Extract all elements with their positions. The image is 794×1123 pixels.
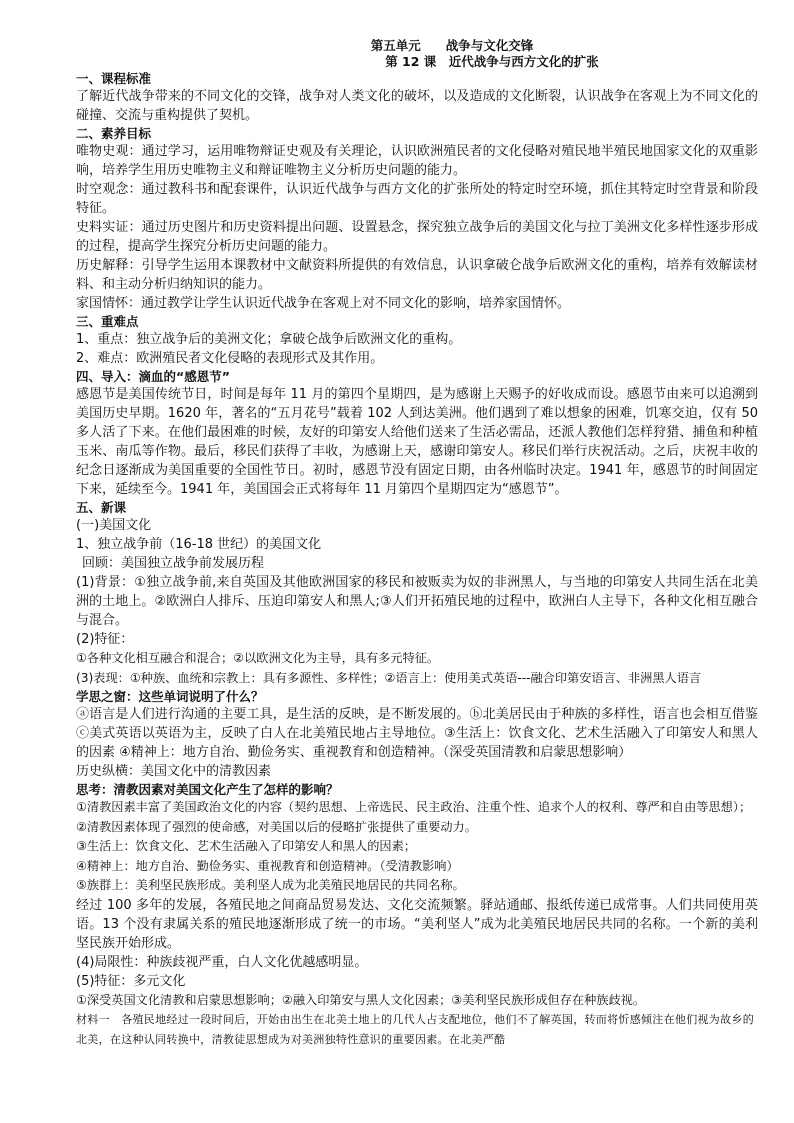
subheading-american-culture: (一)美国文化 xyxy=(76,518,152,533)
feature5-line: (5)特征：多元文化 xyxy=(76,973,186,989)
lesson-title: 第 12 课 近代战争与西方文化的扩张 xyxy=(385,54,599,69)
think-item-3: ③生活上：饮食文化、艺术生活融入了印第安人和黑人的因素； xyxy=(76,839,416,853)
goal-spacetime: 时空观念：通过教科书和配套课件，认识近代战争与西方文化的扩张所处的特定时空环境，抓住其特定时空背景和阶段特征。 xyxy=(76,182,758,216)
section-heading-new-lesson: 五、新课 xyxy=(76,500,127,515)
background-text: (1)背景：①独立战争前,来自英国及其他欧洲国家的移民和被贩卖为奴的非洲黑人，与当地的印第安人共同生活在北美洲的土地上。②欧洲白人排斥、压迫印第安人和黑人;③人们开拓殖民地的过程中，欧洲白人主导下，各种文化相互融合与混合。 xyxy=(76,575,758,628)
keypoint-focus: 1、重点：独立战争后的美洲文化；拿破仑战争后欧洲文化的重构。 xyxy=(76,332,462,347)
think-item-5: ⑤族群上：美利坚民族形成。美利坚人成为北美殖民地居民的共同名称。 xyxy=(76,878,465,892)
feature-label: (2)特征： xyxy=(76,632,134,647)
goal-evidence: 史料实证：通过历史图片和历史资料提出问题、设置悬念，探究独立战争后的美国文化与拉丁美洲文化多样性逐步形成的过程，提高学生探究分析历史问题的能力。 xyxy=(76,220,758,254)
expression-text: (3)表现：①种族、血统和宗教上：具有多源性、多样性；②语言上：使用美式英语---融合印第安语言、非洲黑人语言 xyxy=(76,670,702,685)
intro-thanksgiving-text: 感恩节是美国传统节日，时间是每年 11 月的第四个星期四，是为感谢上天赐予的好收成而设。感恩节由来可以追溯到美国历史早期。1620 年，著名的“五月花号”载着 102 人到达美洲。他们遇到了难以想象的困难，饥寒交迫，仅有 50 多人活了下来。在他们最困难的时候，友好的印第安人给他们送来了生活必需品，还派人教他们怎样狩猎、捕鱼和种植玉米、南瓜等作物。最后，移民们获得了丰收，为感谢上天，感谢印第安人。移民们举行庆祝活动。之后，庆祝丰收的纪念日逐渐成为美国重要的全国性节日。初时，感恩节没有固定日期，由各州临时决定。1941 年，感恩节的时间固定下来，延续至今。1941 年，美国国会正式将每年 11 月第四个星期四定为“感恩节”。 xyxy=(76,387,758,497)
section-heading-standard: 一、课程标准 xyxy=(76,71,152,86)
goal-materialism: 唯物史观：通过学习，运用唯物辩证史观及有关理论，认识欧洲殖民者的文化侵略对殖民地半殖民地国家文化的双重影响，培养学生用历史唯物主义和辩证唯物主义分析历史问题的能力。 xyxy=(76,144,758,178)
limitation-line: (4)局限性：种族歧视严重，白人文化优越感明显。 xyxy=(76,954,368,970)
think-item-2: ②清教因素体现了强烈的使命感，对美国以后的侵略扩张提供了重要动力。 xyxy=(76,819,477,834)
standard-text: 了解近代战争带来的不同文化的交锋，战争对人类文化的破坏，以及造成的文化断裂，认识战争在客观上为不同文化的碰撞、交流与重构提供了契机。 xyxy=(76,89,758,123)
section-heading-intro: 四、导入：滴血的“感恩节” xyxy=(76,369,230,384)
goal-interpretation: 历史解释：引导学生运用本课教材中文献资料所提供的有效信息，认识拿破仑战争后欧洲文化的重构，培养有效解读材料、和主动分析归纳知识的能力。 xyxy=(76,258,758,292)
section-heading-keypoints: 三、重难点 xyxy=(76,314,139,329)
think-heading: 思考：清教因素对美国文化产生了怎样的影响？ xyxy=(76,782,339,797)
nation-formation-text: 经过 100 多年的发展，各殖民地之间商品贸易发达、文化交流频繁。驿站通邮、报纸传递已成常事。人们共同使用英语。13 个没有隶属关系的殖民地逐渐形成了统一的市场。“美利坚人”成为北美殖民地居民共同的名称。一个新的美利坚民族开始形成。 xyxy=(76,897,758,951)
unit-title: 第五单元 战争与文化交锋 xyxy=(370,38,534,53)
section-heading-goals: 二、素养目标 xyxy=(76,126,152,141)
goal-patriotism: 家国情怀：通过教学让学生认识近代战争在客观上对不同文化的影响，培养家国情怀。 xyxy=(76,296,571,311)
review-line: 回顾：美国独立战争前发展历程 xyxy=(82,556,265,571)
history-line: 历史纵横：美国文化中的清教因素 xyxy=(76,764,272,779)
subheading-pre-independence: 1、独立战争前（16-18 世纪）的美国文化 xyxy=(76,537,322,552)
think-item-1: ①清教因素丰富了美国政治文化的内容（契约思想、上帝选民、民主政治、注重个性、追求个人的权利、尊严和自由等思想）； xyxy=(76,800,752,814)
feature-text: ①各种文化相互融合和混合；②以欧洲文化为主导，具有多元特征。 xyxy=(76,651,440,665)
feature5-detail: ①深受英国文化清教和启蒙思想影响；②融入印第安与黑人文化因素；③美利坚民族形成但存在种族歧视。 xyxy=(76,992,646,1007)
keypoint-difficulty: 2、难点：欧洲殖民者文化侵略的表现形式及其作用。 xyxy=(76,351,384,366)
material-one-text: 材料一 各殖民地经过一段时间后，开始由出生在北美土地上的几代人占支配地位，他们不了解英国，转而将忻感倾注在他们视为故乡的北美，在这种认同转换中，清教徒思想成为对美洲独特性意识的重要因素。在北美严酷 xyxy=(76,1013,754,1046)
document-page xyxy=(76,38,758,1050)
window-text: ⓐ语言是人们进行沟通的主要工具，是生活的反映，是不断发展的。ⓑ北美居民由于种族的多样性，语言也会相互借鉴ⓒ美式英语以英语为主，反映了白人在北美殖民地占主导地位。③生活上：饮食文化、艺术生活融入了印第安人和黑人的因素 ④精神上：地方自治、勤俭务实、重视教育和创造精神。（深受英国清教和启蒙思想影响） xyxy=(76,707,758,760)
window-heading: 学思之窗：这些单词说明了什么？ xyxy=(76,689,264,704)
think-item-4: ④精神上：地方自治、勤俭务实、重视教育和创造精神。（受清教影响） xyxy=(76,858,459,873)
